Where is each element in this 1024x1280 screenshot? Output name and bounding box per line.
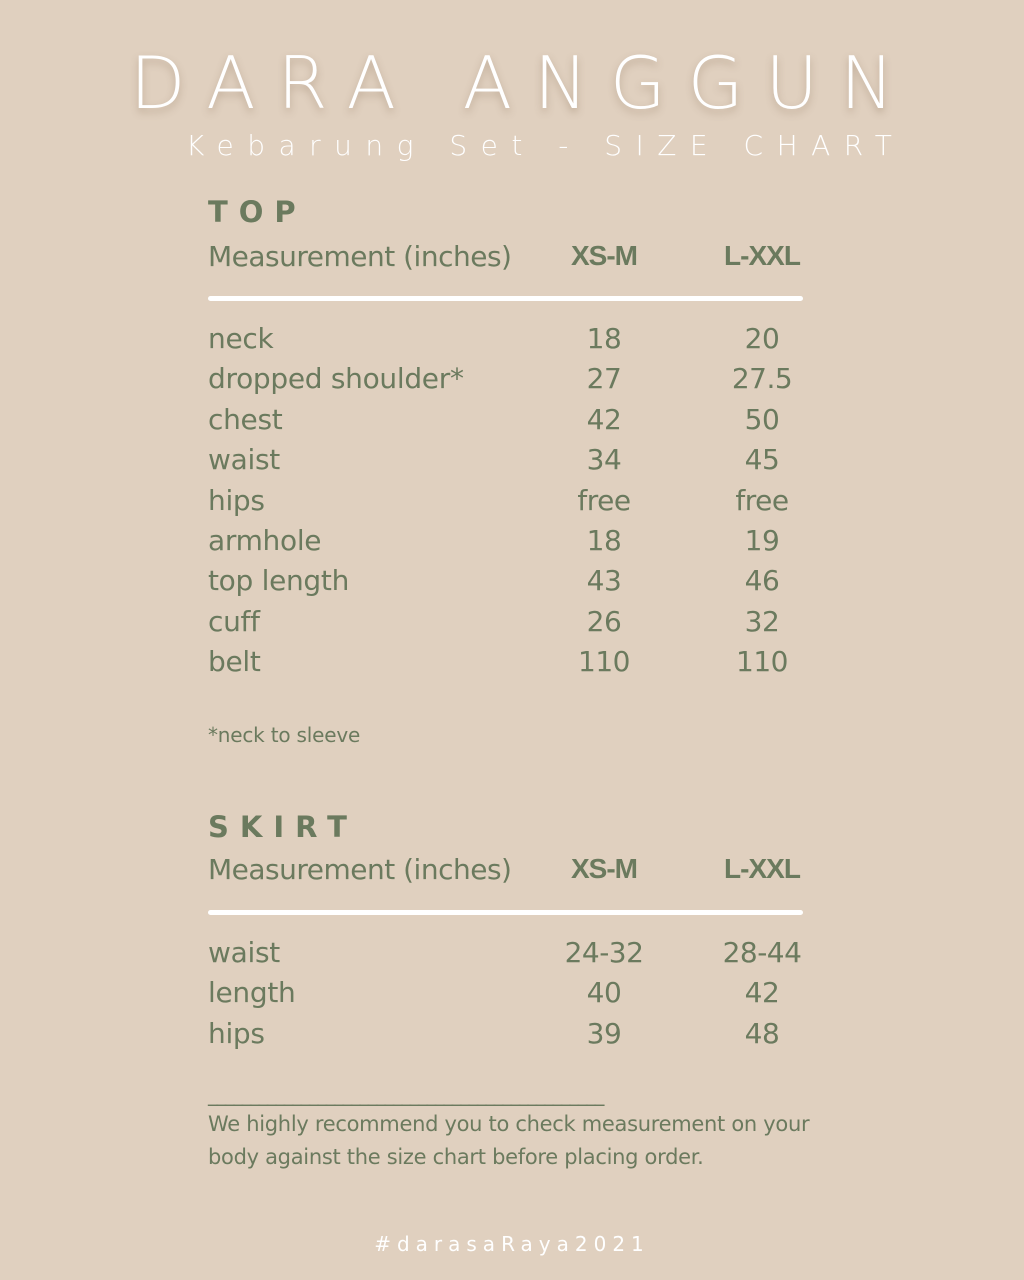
value-l-xxl: free xyxy=(735,483,789,517)
value-l-xxl: 46 xyxy=(744,564,780,598)
value-l-xxl: 32 xyxy=(744,604,780,638)
value-xs-m: 34 xyxy=(586,443,622,477)
table-row xyxy=(208,561,808,601)
table-row xyxy=(208,933,808,973)
value-l-xxl: 28-44 xyxy=(722,936,802,969)
brand-title: DARA ANGGUN xyxy=(130,41,916,125)
value-xs-m: 18 xyxy=(586,322,622,355)
row-label: length xyxy=(208,976,296,1010)
value-xs-m: 18 xyxy=(586,523,622,557)
table-row xyxy=(208,440,808,480)
measurement-label: Measurement (inches) xyxy=(208,240,512,273)
value-l-xxl: 19 xyxy=(744,523,780,557)
value-xs-m: 43 xyxy=(586,564,622,598)
divider-top xyxy=(208,296,803,301)
col-header-l-xxl: L-XXL xyxy=(724,853,800,884)
table-row xyxy=(208,359,808,399)
row-label: waist xyxy=(208,443,280,477)
value-xs-m: 27 xyxy=(586,362,622,396)
value-l-xxl: 48 xyxy=(744,1016,780,1050)
measurement-label: Measurement (inches) xyxy=(208,853,512,886)
value-l-xxl: 20 xyxy=(744,322,780,355)
value-l-xxl: 45 xyxy=(744,443,780,477)
row-label: waist xyxy=(208,936,280,969)
table-row xyxy=(208,400,808,440)
section-title-top: TOP xyxy=(208,195,307,229)
row-label: chest xyxy=(208,402,283,436)
table-row xyxy=(208,973,808,1013)
row-label: dropped shoulder* xyxy=(208,362,464,396)
hashtag: #darasaRaya2021 xyxy=(374,1232,650,1256)
value-xs-m: 24-32 xyxy=(564,936,644,969)
value-xs-m: 110 xyxy=(578,645,630,679)
value-xs-m: 40 xyxy=(586,976,622,1010)
top-table-header xyxy=(208,240,808,280)
page-subtitle: Kebarung Set - SIZE CHART xyxy=(186,129,906,162)
skirt-table-header xyxy=(208,853,808,893)
row-label: hips xyxy=(208,1016,265,1050)
skirt-table-body xyxy=(208,933,808,1054)
table-row xyxy=(208,1014,808,1054)
value-xs-m: 26 xyxy=(586,604,622,638)
value-l-xxl: 27.5 xyxy=(731,362,793,396)
table-row xyxy=(208,319,808,359)
row-label: armhole xyxy=(208,523,322,557)
value-xs-m: 42 xyxy=(586,402,622,436)
row-label: belt xyxy=(208,645,261,679)
value-xs-m: 39 xyxy=(586,1016,622,1050)
table-row xyxy=(208,602,808,642)
divider-skirt xyxy=(208,910,803,915)
section-title-skirt: SKIRT xyxy=(208,810,358,844)
col-header-xs-m: XS-M xyxy=(571,853,637,884)
row-label: neck xyxy=(208,322,274,355)
table-row xyxy=(208,481,808,521)
row-label: hips xyxy=(208,483,265,517)
row-label: cuff xyxy=(208,604,260,638)
footer-divider: _______________________________________________ xyxy=(208,1082,603,1106)
top-table-body xyxy=(208,319,808,683)
value-l-xxl: 110 xyxy=(736,645,788,679)
col-header-xs-m: XS-M xyxy=(571,240,637,271)
row-label: top length xyxy=(208,564,350,598)
value-xs-m: free xyxy=(577,483,631,517)
recommendation-note: We highly recommend you to check measurement on your body against the size chart before placing order. xyxy=(208,1112,810,1169)
value-l-xxl: 42 xyxy=(744,976,780,1010)
col-header-l-xxl: L-XXL xyxy=(724,240,800,271)
footnote: *neck to sleeve xyxy=(208,723,361,747)
table-row xyxy=(208,642,808,682)
table-row xyxy=(208,521,808,561)
value-l-xxl: 50 xyxy=(744,402,780,436)
